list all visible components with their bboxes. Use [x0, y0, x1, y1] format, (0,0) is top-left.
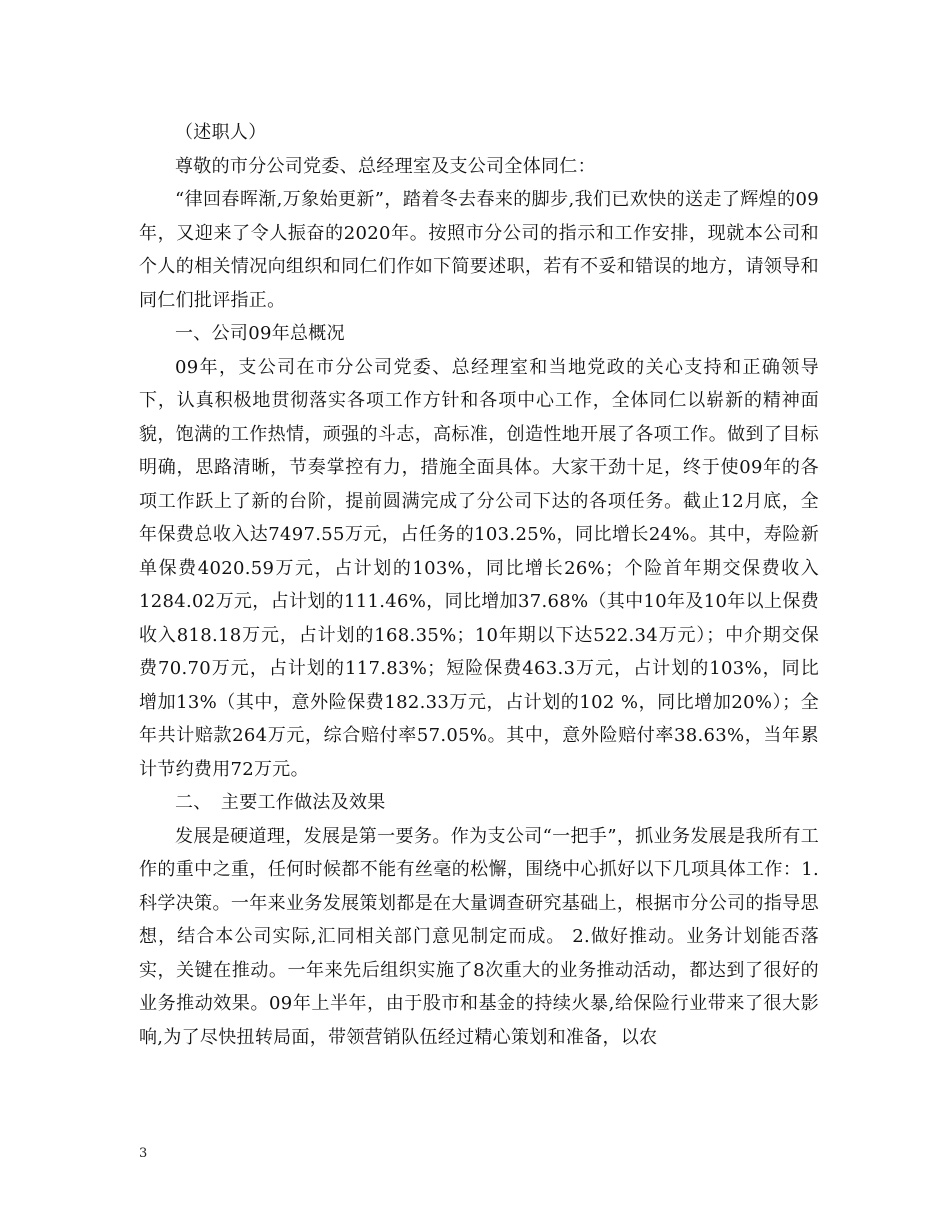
section-heading-overview: 一、公司09年总概况 [175, 323, 345, 344]
paragraph-speaker-label: （述职人） [175, 122, 267, 143]
document-body [139, 116, 819, 1054]
paragraph-main-work: 发展是硬道理，发展是第一要务。作为支公司“一把手”，抓业务发展是我所有工作的重中之重，任何时候都不能有丝毫的松懈，围绕中心抓好以下几项具体工作：1.科学决策。一年来业务发展策划都是在大量调查研究基础上，根据市分公司的指导思想，结合本公司实际,汇同相关部门意见制定而成。 2.做好推动。业务计划能否落实，关键在推动。一年来先后组织实施了8次重大的业务推动活动，都达到了很好的业务推动效果。09年上半年，由于股市和基金的持续火暴,给保险行业带来了很大影响,为了尽快扭转局面，带领营销队伍经过精心策划和准备，以农 [139, 825, 819, 1048]
paragraph-overview: 09年，支公司在市分公司党委、总经理室和当地党政的关心支持和正确领导下，认真积极地贯彻落实各项工作方针和各项中心工作，全体同仁以崭新的精神面貌，饱满的工作热情，顽强的斗志，高标准，创造性地开展了各项工作。做到了目标明确，思路清晰，节奏掌控有力，措施全面具体。大家干劲十足，终于使09年的各项工作跃上了新的台阶，提前圆满完成了分公司下达的各项任务。截止12月底，全年保费总收入达7497.55万元，占任务的103.25%，同比增长24%。其中，寿险新单保费4020.59万元，占计划的103%，同比增长26%；个险首年期交保费收入1284.02万元，占计划的111.46%，同比增加37.68%（其中10年及10年以上保费收入818.18万元，占计划的168.35%；10年期以下达522.34万元）；中介期交保费70.70万元，占计划的117.83%；短险保费463.3万元，占计划的103%，同比增加13%（其中，意外险保费182.33万元，占计划的102 %，同比增加20%）；全年共计赔款264万元，综合赔付率57.05%。其中，意外险赔付率38.63%，当年累计节约费用72万元。 [139, 356, 819, 780]
paragraph-intro: “律回春晖渐,万象始更新”，踏着冬去春来的脚步,我们已欢快的送走了辉煌的09年，又迎来了令人振奋的2020年。按照市分公司的指示和工作安排，现就本公司和个人的相关情况向组织和同仁们作如下简要述职，若有不妥和错误的地方，请领导和同仁们批评指正。 [139, 189, 819, 311]
page-number: 3 [139, 1146, 148, 1161]
paragraph-salutation: 尊敬的市分公司党委、总经理室及支公司全体同仁： [175, 155, 596, 177]
section-heading-main-work: 二、 主要工作做法及效果 [175, 792, 386, 813]
